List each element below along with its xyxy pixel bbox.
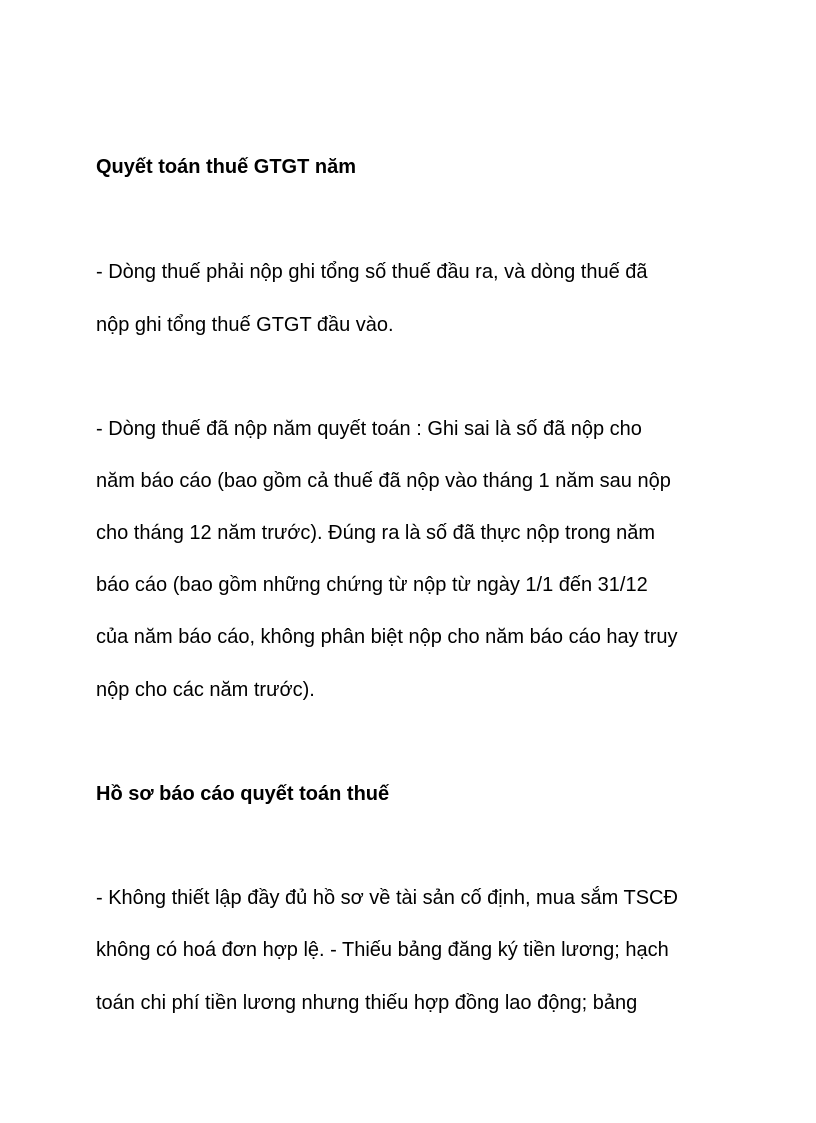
paragraph-line: cho tháng 12 năm trước). Đúng ra là số đã thực nộp trong năm (96, 522, 656, 544)
paragraph-line: báo cáo (bao gồm những chứng từ nộp từ ngày 1/1 đến 31/12 (96, 574, 648, 596)
paragraph-line: toán chi phí tiền lương nhưng thiếu hợp đồng lao động; bảng (96, 992, 638, 1014)
section-heading-tax-report-files: Hồ sơ báo cáo quyết toán thuế (96, 783, 390, 805)
paragraph-line: năm báo cáo (bao gồm cả thuế đã nộp vào tháng 1 năm sau nộp (96, 470, 671, 492)
section-heading-vat-settlement: Quyết toán thuế GTGT năm (96, 156, 357, 178)
paragraph-line: của năm báo cáo, không phân biệt nộp cho năm báo cáo hay truy (96, 626, 678, 648)
paragraph-line: - Không thiết lập đầy đủ hồ sơ về tài sản cố định, mua sắm TSCĐ (96, 887, 678, 909)
paragraph-line: - Dòng thuế đã nộp năm quyết toán : Ghi sai là số đã nộp cho (96, 418, 642, 440)
paragraph-line: nộp cho các năm trước). (96, 679, 315, 701)
paragraph-line: không có hoá đơn hợp lệ. - Thiếu bảng đăng ký tiền lương; hạch (96, 939, 669, 961)
paragraph-line: - Dòng thuế phải nộp ghi tổng số thuế đầu ra, và dòng thuế đã (96, 261, 648, 283)
paragraph-line: nộp ghi tổng thuế GTGT đầu vào. (96, 314, 394, 336)
